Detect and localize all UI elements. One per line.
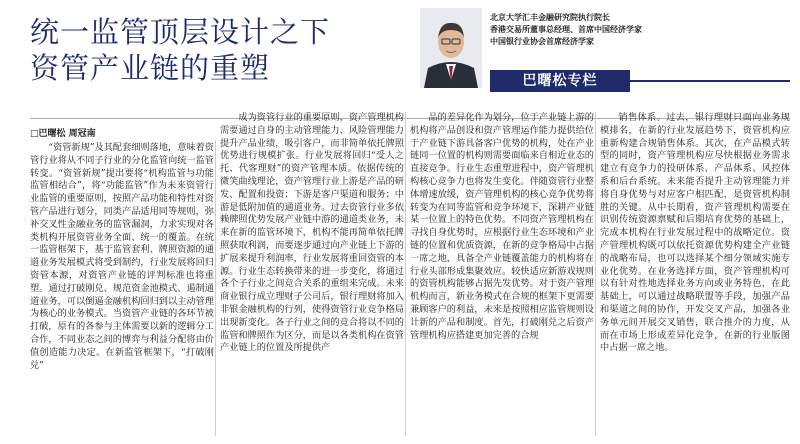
banner-rule bbox=[630, 80, 790, 82]
column-banner: 巴曙松专栏 bbox=[490, 70, 630, 92]
column-divider bbox=[595, 112, 596, 436]
author-bio bbox=[490, 12, 790, 48]
column-divider bbox=[405, 112, 406, 436]
article-column-2: 成为资管行业的重要原则，资产管理机构需要通过自身的主动管理能力、风险管理能力提升产品业绩，吸引客户，而非简单依托牌照优势进行规模扩张。行业发展将回归“受人之托、代客理财”的资产管理本质。依据传统的微笑曲线理论，资产管理行业上游是产品的研发、配置和投资；下游是客户渠道和服务；中游是低附加值的通道业务。过去资管行业多依赖牌照优势发展产业链中游的通道类业务，未来在新的监管环境下，机构不能再简单依托牌照获取利润，而要逐步通过向产业链上下游的扩展来提升利润率，行业发展将重回资管的本源。行业生态转换带来的进一步变化，将通过各个子行业之间竞合关系的重组来完成。未来商业银行成立理财子公司后，银行理财将加入非银金融机构的行列，使得资管行业竞争格局出现新变化。各子行业之间的竞合将以不同的监管和牌照作为区分，而是以各类机构在资管产业链上的位置及所提供产 bbox=[220, 112, 404, 354]
author-title-1: 北京大学汇丰金融研究院执行院长 bbox=[490, 13, 610, 22]
article-column-4: 销售体系。过去，银行理财只面向业务规模排名，在新的行业发展趋势下，资管机构应重新构建合规销售体系。其次，在产品模式转型的同时，资产管理机构应尽快根据业务需求建立有竞争力的投研体系、产品体系、风控体系和后台系统。未来能否提升主动管理能力并将自身优势与对应客户相匹配，是资管机构制胜的关键。从中长期看，资产管理机构需要在识别传统资源禀赋和后期培育优势的基础上，完成本机构在行业发展过程中的战略定位。资产管理机构既可以依托资源优势构建全产业链的战略布局，也可以选择某个细分领域实施专业化优势。在业务选择方面，资产管理机构可以有针对性地选择业务方向或业务特色，在此基础上，可以通过战略联盟等手段，加强产品和渠道之间的协作，开发交叉产品，加强各业务单元间开展交叉销售，联合推介的力度，从而在市场上形成差异化竞争，在新的行业版图中占据一席之地。 bbox=[600, 112, 790, 354]
column-divider bbox=[215, 140, 216, 436]
author-photo bbox=[420, 8, 482, 88]
byline: □巴曙松 周冠南 bbox=[30, 129, 96, 139]
headline-line-2: 资管产业链的重塑 bbox=[30, 51, 271, 85]
article-headline bbox=[30, 14, 410, 86]
author-title-2: 香港交易所董事总经理、首席中国经济学家 bbox=[490, 25, 642, 34]
author-title-3: 中国银行业协会首席经济学家 bbox=[490, 37, 594, 46]
article-column-1: “资管新规”及其配套细则落地，意味着资管行业将从不同子行业的分化监管向统一监管转变。“资管新规”提出要将“机构监管与功能监管相结合”，将“功能监管”作为未来资管行业监管的重要原则，按照产品功能和特性对资管产品进行划分，同类产品适用同等规则，弥补交叉性金融业务的监管漏洞，力求实现对各类机构开展资管业务全面、统一的覆盖。在统一监管框架下，基于监管套利、牌照资源的通道业务发展模式将受到制约，行业发展将回归资管本源，对资管产业链的评判标准也将重塑。通过打破刚兑、规范资金池模式、遏制通道业务，可以倒逼金融机构回归到以主动管理为核心的业务模式。当资管产业链的各环节被打破，原有的各参与主体需要以新的逻辑分工合作，不同业态之间的博弈与利益分配将由价值创造能力决定。在新监管框架下，“打破刚兑” bbox=[30, 142, 214, 371]
headline-line-1: 统一监管顶层设计之下 bbox=[30, 15, 331, 49]
article-column-3: 品的差异化作为划分，位于产业链上游的机构将产品创设和资产管理运作能力提供给位于产业链下游具备客户优势的机构，处在产业链同一位置的机构则需要面临来自相近业态的直接竞争。行业生态重塑进程中，资产管理机构核心竞争力也将发生变化。伴随资管行业整体增速放缓，资产管理机构的核心竞争优势将转变为在同等监管和竞争环境下，深耕产业链某一位置上的特色优势。不同资产管理机构在寻找自身优势时，应根据行业生态环境和产业链的位置和优质资源，在新的竞争格局中占据一席之地，具备全产业链覆盖能力的机构将在行业头部形成集聚效应。较快适应新游戏规则的资管机构能够占据先发优势。对于资产管理机构而言，新业务模式在合规的框架下更需要兼顾客户的利益，未来是按照相应监管规则设计新的产品和制度。首先，打破刚兑之后资产管理机构应搭建更加完善的合规 bbox=[410, 112, 594, 341]
